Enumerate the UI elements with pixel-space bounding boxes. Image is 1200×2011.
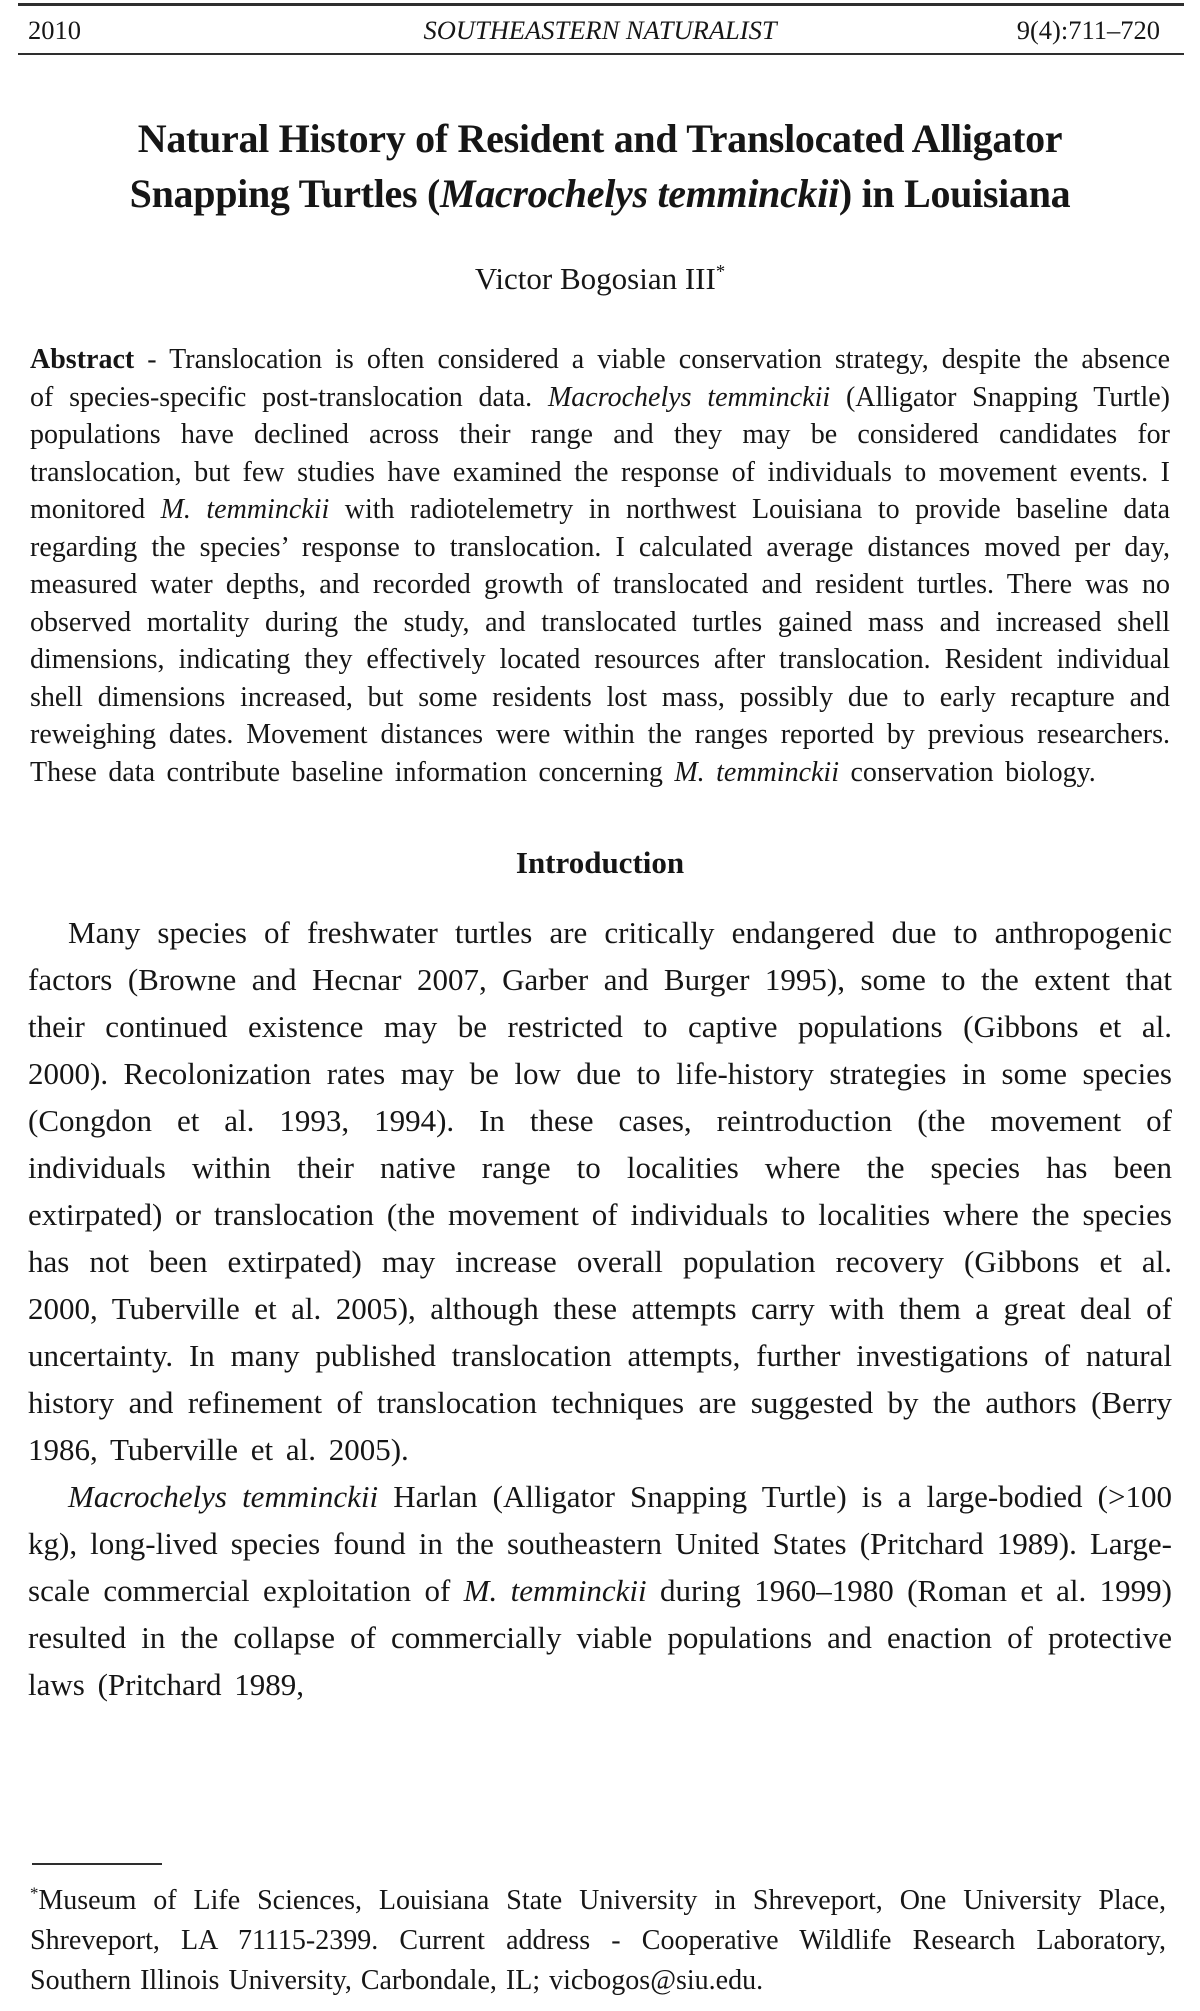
article-title: Natural History of Resident and Translocated Alligator Snapping Turtles (Macrochelys temminckii) in Louisiana — [129, 116, 1071, 216]
header-year: 2010 — [28, 15, 81, 45]
footnote-rule — [32, 1863, 162, 1865]
author-line: Victor Bogosian III* — [474, 261, 726, 296]
intro-paragraph-1: Many species of freshwater turtles are critically endangered due to anthropogenic factors (Browne and Hecnar 2007, Garber and Burger 1995), some to the extent that their continued existence may be restricted to captive populations (Gibbons et al. 2000). Recolonization rates may be low due to life-history strategies in some species (Congdon et al. 1993, 1994). In these cases, reintroduction (the movement of individuals within their native range to localities where the species has been extirpated) or translocation (the movement of individuals to localities where the species has not been extirpated) may increase overall population recovery (Gibbons et al. 2000, Tuberville et al. 2005), although these attempts carry with them a great deal of uncertainty. In many published translocation attempts, further investigations of natural history and refinement of translocation techniques are suggested by the authors (Berry 1986, Tuberville et al. 2005). — [28, 915, 1172, 1467]
abstract-paragraph: Abstract - Translocation is often considered a viable conservation strategy, despite the absence of species-specific post-translocation data. Macrochelys temminckii (Alligator Snapping Turtle) populations have declined across their range and they may be considered candidates for translocation, but few studies have examined the response of individuals to movement events. I monitored M. temminckii with radiotelemetry in northwest Louisiana to provide baseline data regarding the species’ response to translocation. I calculated average distances moved per day, measured water depths, and recorded growth of translocated and resident turtles. There was no observed mortality during the study, and translocated turtles gained mass and increased shell dimensions, indicating they effectively located resources after translocation. Resident individual shell dimensions increased, but some residents lost mass, possibly due to early recapture and reweighing dates. Movement distances were within the ranges reported by previous researchers. These data contribute baseline information concerning M. temminckii conservation biology. — [30, 344, 1171, 788]
header-journal-name: SOUTHEASTERN NATURALIST — [423, 15, 777, 45]
running-header — [0, 6, 1200, 46]
header-rule — [18, 53, 1184, 55]
footnote-block — [30, 1863, 1166, 2001]
intro-paragraph-2: Macrochelys temminckii Harlan (Alligator Snapping Turtle) is a large-bodied (>100 kg), long-lived species found in the southeastern United States (Pritchard 1989). Large-scale commercial exploitation of M. temminckii during 1960–1980 (Roman et al. 1999) resulted in the collapse of commercially viable populations and enaction of protective laws (Pritchard 1989, — [28, 1479, 1172, 1702]
section-heading-introduction: Introduction — [515, 845, 685, 880]
header-citation: 9(4):711–720 — [1016, 15, 1160, 45]
author-footnote: *Museum of Life Sciences, Louisiana State University in Shreveport, One University Place, Shreveport, LA 71115-2399. Current address - Cooperative Wildlife Research Laboratory, Southern Illinois University, Carbondale, IL; vicbogos@siu.edu. — [30, 1883, 1166, 1996]
